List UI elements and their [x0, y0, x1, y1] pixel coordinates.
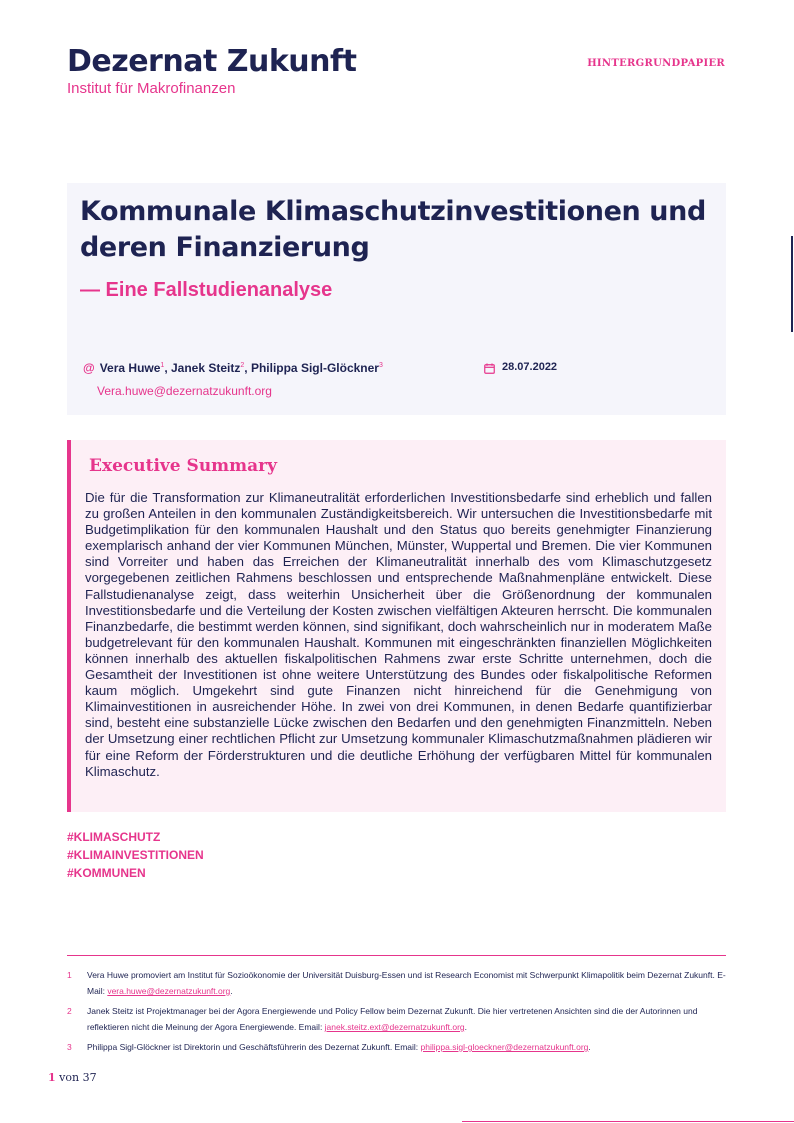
footnote-email-link[interactable]: philippa.sigl-gloeckner@dezernatzukunft.org [420, 1042, 589, 1052]
footnote-number: 3 [67, 1042, 72, 1052]
at-icon: @ [83, 361, 95, 375]
tag[interactable]: #KLIMAINVESTITIONEN [67, 848, 204, 862]
calendar-icon [484, 363, 495, 374]
tag-list [67, 828, 204, 882]
page-title: Kommunale Klimaschutzinvestitionen und deren Finanzierung [80, 196, 706, 263]
footnote-ref[interactable]: 2 [240, 362, 245, 369]
footnote [67, 1003, 726, 1035]
tag[interactable]: #KOMMUNEN [67, 866, 146, 880]
current-page: 1 [48, 1071, 56, 1084]
footnote-ref[interactable]: 1 [160, 362, 165, 369]
footnote-end: . [588, 1042, 591, 1052]
footnote [67, 1039, 726, 1055]
footnotes [67, 967, 726, 1059]
author-list [83, 361, 383, 375]
side-edge-mark [791, 236, 793, 332]
footnote-ref[interactable]: 3 [378, 362, 383, 369]
author-name: Vera Huwe [99, 361, 161, 375]
logo-title: Dezernat Zukunft [67, 44, 357, 79]
bottom-rule [462, 1121, 794, 1122]
footnote-text: Vera Huwe promoviert am Institut für Sozioökonomie der Universität Duisburg-Essen und ist Research Economist mit Schwerpunkt Klimapolitik beim Dezernat Zukunft. E-Mail: [87, 970, 726, 996]
footnote-text: Janek Steitz ist Projektmanager bei der Agora Energiewende und Policy Fellow beim Dezernat Zukunft. Die hier vertretenen Ansichten sind die der Autorinnen und reflektieren nicht die Meinung der Agora Energiewende. Email: [87, 1006, 698, 1032]
footnote [67, 967, 726, 999]
tag[interactable]: #KLIMASCHUTZ [67, 830, 161, 844]
page-subtitle: — Eine Fallstudienanalyse [80, 279, 333, 301]
author-email-link[interactable]: Vera.huwe@dezernatzukunft.org [97, 384, 272, 398]
footnote-end: . [464, 1022, 468, 1032]
footnote-text: Philippa Sigl-Glöckner ist Direktorin und Geschäftsführerin des Dezernat Zukunft. Email: [87, 1042, 421, 1052]
footnote-email-link[interactable]: vera.huwe@dezernatzukunft.org [107, 986, 231, 996]
executive-summary-heading: Executive Summary [89, 456, 278, 476]
footnote-end: . [230, 986, 233, 996]
publication-date: 28.07.2022 [502, 361, 558, 373]
author-name: Philippa Sigl-Glöckner [250, 361, 379, 375]
executive-summary-text: Die für die Transformation zur Klimaneutralität erforderlichen Investitionsbedarfe sind erheblich und fallen zu großen Anteilen in den kommunalen Zuständigkeitsbereich. Wir untersuchen die Investitionsbedarfe mit Budgetimplikation für den kommunalen Haushalt und den Status quo bereits genehmigter Finanzierung exemplarisch anhand der vier Kommunen München, Münster, Wuppertal und Bremen. Die vier Kommunen sind Vorreiter und haben das Erreichen der Klimaneutralität innerhalb des vom Klimaschutzgesetz vorgegebenen zeitlichen Rahmens beschlossen und entsprechende Maßnahmenpläne entwickelt. Diese Fallstudienanalyse zeigt, dass weiterhin Unsicherheit über die Größenordnung der kommunalen Investitionsbedarfe und die Verteilung der Kosten zwischen vielfältigen Akteuren herrscht. Die kommunalen Finanzbedarfe, die bestimmt werden können, sind signifikant, doch wahrscheinlich nur in moderatem Maße budgetrelevant für den kommunalen Haushalt. Kommunen mit eingeschränkten finanziellen Möglichkeiten können innerhalb des aktuellen fiskalpolitischen Rahmens zwar erste Schritte unternehmen, doch die Gesamtheit der Investitionen ist ohne weitere Unterstützung des Bundes oder fiskalpolitische Reformen kaum möglich. Umgekehrt sind gute Finanzen nicht hinreichend für die Genehmigung von Klimainvestitionen in ausreichender Höhe. In zwei von drei Kommunen, in denen Bedarfe quantifizierbar sind, besteht eine substanzielle Lücke zwischen den Bedarfen und den genehmigten Finanzmitteln. Neben der Umsetzung einer rechtlichen Pflicht zur Umsetzung kommunaler Klimaschutzmaßnahmen plädieren wir für eine Reform der Förderstrukturen und die deutliche Erhöhung der verfügbaren Mittel für kommunalen Klimaschutz. [85, 490, 712, 779]
page-number [48, 1071, 97, 1084]
document-type-label: HINTERGRUNDPAPIER [587, 58, 725, 69]
author-name: Janek Steitz [170, 361, 241, 375]
footnote-email-link[interactable]: janek.steitz.ext@dezernatzukunft.org [324, 1022, 465, 1032]
footnote-number: 1 [67, 970, 72, 980]
total-pages-label: von 37 [59, 1071, 97, 1084]
author-separator: , [164, 361, 171, 375]
logo-subtitle: Institut für Makrofinanzen [67, 80, 236, 97]
footnote-divider [67, 955, 726, 956]
footnote-number: 2 [67, 1006, 72, 1016]
author-separator: , [244, 361, 251, 375]
